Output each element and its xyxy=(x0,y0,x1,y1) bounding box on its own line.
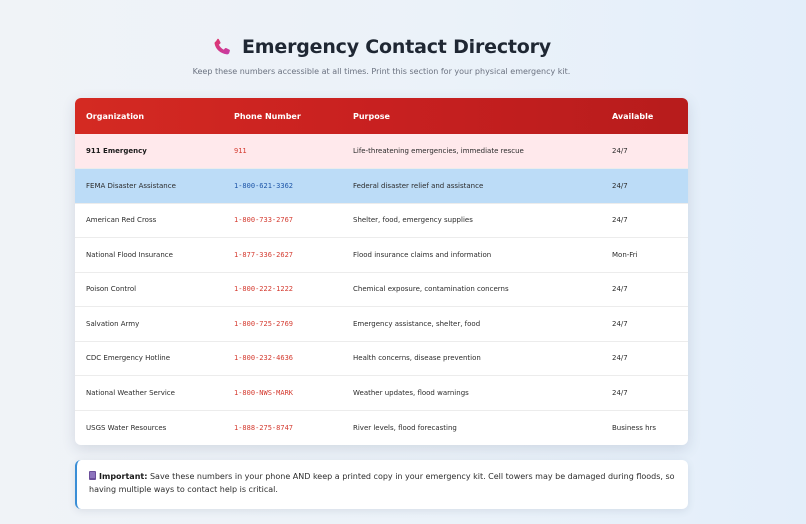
mobile-phone-icon xyxy=(89,471,96,480)
telephone-receiver-icon xyxy=(212,37,232,57)
table-header-row xyxy=(75,98,688,134)
organization-cell: American Red Cross xyxy=(86,216,157,225)
availability-cell: 24/7 xyxy=(612,147,628,155)
organization-cell: FEMA Disaster Assistance xyxy=(86,181,176,190)
organization-cell: Poison Control xyxy=(86,285,137,294)
purpose-cell: Health concerns, disease prevention xyxy=(353,354,481,363)
phone-number-link[interactable]: 1-800-NWS-MARK xyxy=(234,388,294,397)
availability-cell: Business hrs xyxy=(612,423,657,432)
important-notice xyxy=(75,460,688,509)
directory-container xyxy=(75,0,688,509)
contact-table-card xyxy=(75,98,688,445)
phone-number-link[interactable]: 1-800-232-4636 xyxy=(234,354,294,363)
organization-cell: National Flood Insurance xyxy=(86,250,173,259)
phone-number-link[interactable]: 1-800-725-2769 xyxy=(234,319,294,328)
table-row-911-emergency[interactable] xyxy=(75,134,688,169)
page-title: Emergency Contact Directory xyxy=(242,36,551,58)
phone-number-link[interactable]: 1-800-733-2767 xyxy=(234,216,294,225)
notice-text: Save these numbers in your phone AND keep a printed copy in your emergency kit. Cell towers may be damaged during floods, so having multiple ways to contact help is critical. xyxy=(89,471,675,494)
availability-cell: 24/7 xyxy=(612,388,628,397)
availability-cell: 24/7 xyxy=(612,319,628,328)
availability-cell: 24/7 xyxy=(612,354,628,363)
table-row-weather-service[interactable] xyxy=(75,376,688,411)
column-header-available: Available xyxy=(612,111,654,121)
availability-cell: 24/7 xyxy=(612,216,628,225)
purpose-cell: Emergency assistance, shelter, food xyxy=(353,319,481,328)
page-header xyxy=(75,34,688,60)
column-header-organization: Organization xyxy=(86,111,145,121)
column-header-purpose: Purpose xyxy=(353,111,390,121)
organization-cell: 911 Emergency xyxy=(86,147,147,155)
page-subtitle: Keep these numbers accessible at all times. Print this section for your physical emergency kit. xyxy=(192,67,571,76)
organization-cell: Salvation Army xyxy=(86,319,140,328)
table-row-red-cross[interactable] xyxy=(75,203,688,238)
purpose-cell: River levels, flood forecasting xyxy=(353,423,457,432)
phone-number-link[interactable]: 911 xyxy=(234,147,247,155)
contact-table xyxy=(75,98,688,445)
organization-cell: National Weather Service xyxy=(86,388,175,397)
availability-cell: Mon-Fri xyxy=(612,250,638,259)
purpose-cell: Flood insurance claims and information xyxy=(353,250,492,259)
phone-number-link[interactable]: 1-888-275-8747 xyxy=(234,423,294,432)
phone-number-link[interactable]: 1-877-336-2627 xyxy=(234,250,294,259)
phone-number-link[interactable]: 1-800-222-1222 xyxy=(234,285,294,294)
table-row-flood-insurance[interactable] xyxy=(75,238,688,273)
table-row-cdc[interactable] xyxy=(75,341,688,376)
purpose-cell: Chemical exposure, contamination concerns xyxy=(353,285,509,294)
column-header-phone: Phone Number xyxy=(234,111,301,121)
table-row-salvation-army[interactable] xyxy=(75,307,688,342)
purpose-cell: Life-threatening emergencies, immediate rescue xyxy=(353,147,524,155)
table-row-usgs[interactable] xyxy=(75,410,688,445)
purpose-cell: Weather updates, flood warnings xyxy=(353,388,469,397)
notice-label: Important: xyxy=(99,471,148,481)
purpose-cell: Federal disaster relief and assistance xyxy=(353,181,484,190)
organization-cell: CDC Emergency Hotline xyxy=(86,354,171,363)
purpose-cell: Shelter, food, emergency supplies xyxy=(353,216,473,225)
table-row-fema[interactable] xyxy=(75,169,688,204)
organization-cell: USGS Water Resources xyxy=(86,423,167,432)
availability-cell: 24/7 xyxy=(612,181,628,190)
availability-cell: 24/7 xyxy=(612,285,628,294)
phone-number-link[interactable]: 1-800-621-3362 xyxy=(234,181,294,190)
table-row-poison-control[interactable] xyxy=(75,272,688,307)
